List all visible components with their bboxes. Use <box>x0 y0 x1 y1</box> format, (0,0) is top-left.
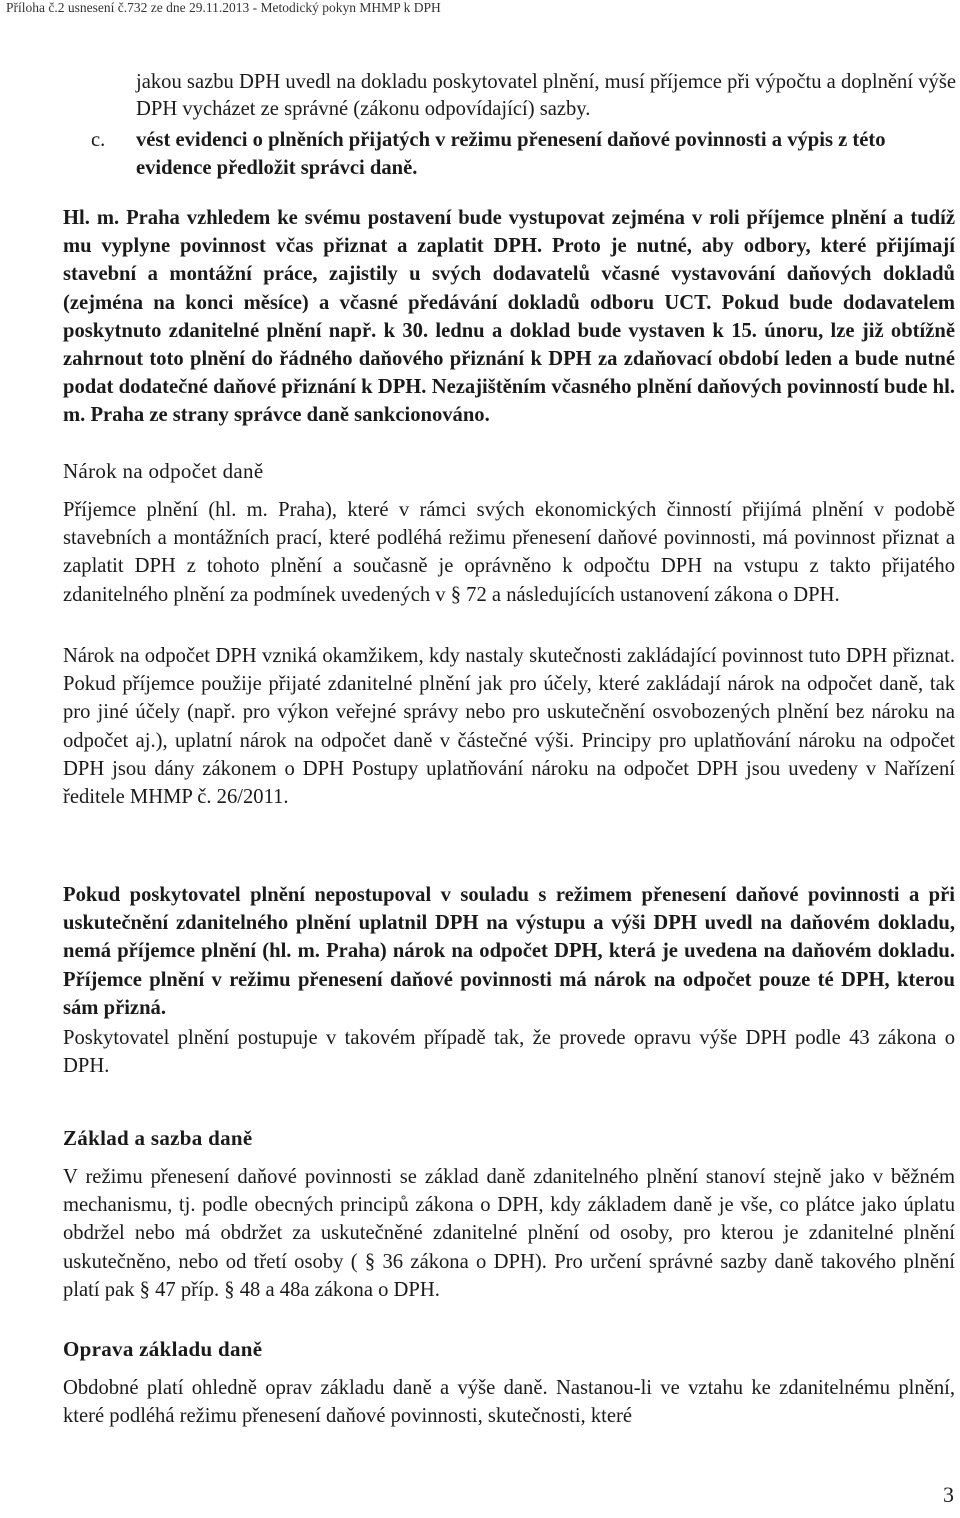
list-marker: c. <box>91 129 106 151</box>
page-number: 3 <box>943 1482 954 1507</box>
narok-paragraph-2: Nárok na odpočet DPH vzniká okamžikem, kdy nastaly skutečnosti zakládající povinnost tuto DPH přiznat. Pokud příjemce použije přijaté zdanitelné plnění jak pro účely, které zakládají nárok na odpočet daně, tak pro jiné účely (např. pro výkon veřejné správy nebo pro uskutečnění osvobozených plnění bez nároku na odpočet aj.), uplatní nárok na odpočet daně v částečné výši. Principy pro uplatňování nároku na odpočet DPH jsou dány zákonem o DPH Postupy uplatňování nároku na odpočet DPH jsou uvedeny v Nařízení ředitele MHMP č. 26/2011. <box>63 645 955 809</box>
oprava-paragraph-1: Obdobné platí ohledně oprav základu daně a výše daně. Nastanou-li ve vztahu ke zdanitelnému plnění, které podléhá režimu přenesení daňové povinnosti, skutečnosti, které <box>63 1377 955 1428</box>
praha-obligation-paragraph: Hl. m. Praha vzhledem ke svému postavení bude vystupovat zejména v roli příjemce plnění a tudíž mu vyplyne povinnost včas přiznat a zaplatit DPH. Proto je nutné, aby odbory, které přijímají stavební a montážní práce, zajistily u svých dodavatelů včasné vystavování daňových dokladů (zejména na konci měsíce) a včasné předávání dokladů odboru UCT. Pokud bude dodavatelem poskytnuto zdanitelné plnění např. k 30. lednu a doklad bude vystaven k 15. únoru, lze již obtížně zahrnout toto plnění do řádného daňového přiznání k DPH za zdaňovací období leden a bude nutné podat dodatečné daňové přiznání k DPH. Nezajištěním včasného plnění daňových povinností bude hl. m. Praha ze strany správce daně sankcionováno. <box>63 207 955 427</box>
list-item-b-continuation: jakou sazbu DPH uvedl na dokladu poskytovatel plnění, musí příjemce při výpočtu a doplnění výše DPH vycházet ze správné (zákonu odpovídající) sazby. <box>136 71 956 120</box>
heading-zaklad-a-sazba: Základ a sazba daně <box>63 1126 253 1150</box>
document-header: Příloha č.2 usnesení č.732 ze dne 29.11.2013 - Metodický pokyn MHMP k DPH <box>6 0 441 15</box>
heading-narok-na-odpocet: Nárok na odpočet daně <box>63 459 264 483</box>
zaklad-paragraph-1: V režimu přenesení daňové povinnosti se základ daně zdanitelného plnění stanoví stejně jako v běžném mechanismu, tj. podle obecných principů zákona o DPH, kdy základem daně je vše, co plátce jako úplatu obdržel nebo má obdržet za uskutečněné zdanitelné plnění od osoby, pro kterou je zdanitelné plnění uskutečněno, nebo od třetí osoby ( § 36 zákona o DPH). Pro určení správné sazby daně takového plnění platí pak § 47 příp. § 48 a 48a zákona o DPH. <box>63 1166 955 1301</box>
list-item-c <box>91 126 956 179</box>
heading-oprava-zakladu: Oprava základu daně <box>63 1337 263 1361</box>
narok-paragraph-4: Poskytovatel plnění postupuje v takovém případě tak, že provede opravu výše DPH podle 43 zákona o DPH. <box>63 1027 955 1078</box>
list-item-text: vést evidenci o plněních přijatých v režimu přenesení daňové povinnosti a výpis z této evidence předložit správci daně. <box>136 129 886 179</box>
narok-paragraph-1: Příjemce plnění (hl. m. Praha), které v rámci svých ekonomických činností přijímá plnění v podobě stavebních a montážních prací, které podléhá režimu přenesení daňové povinnosti, má povinnost přiznat a zaplatit DPH z tohoto plnění a současně je oprávněno k odpočtu DPH na vstupu z takto přijatého zdanitelného plnění za podmínek uvedených v § 72 a následujících ustanovení zákona o DPH. <box>63 499 955 606</box>
narok-paragraph-3: Pokud poskytovatel plnění nepostupoval v souladu s režimem přenesení daňové povinnosti a při uskutečnění zdanitelného plnění uplatnil DPH na výstupu a výši DPH uvedl na daňovém dokladu, nemá příjemce plnění (hl. m. Praha) nárok na odpočet DPH, která je uvedena na daňovém dokladu. Příjemce plnění v režimu přenesení daňové povinnosti má nárok na odpočet pouze té DPH, kterou sám přizná. <box>63 884 955 1019</box>
